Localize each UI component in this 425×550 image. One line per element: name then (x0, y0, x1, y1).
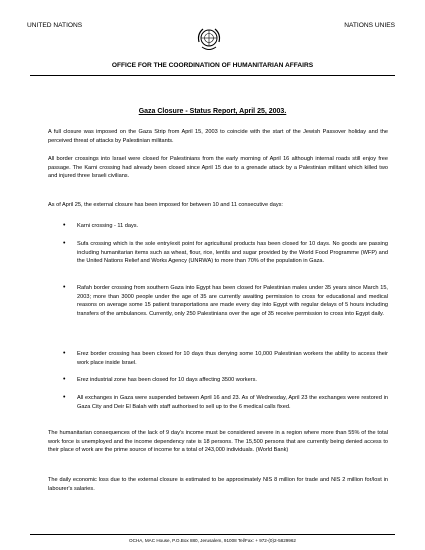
list-item: Karni crossing - 11 days. (77, 223, 139, 229)
bullet-marker: • (63, 284, 66, 291)
header-left: UNITED NATIONS (27, 22, 83, 29)
header-rule (30, 75, 395, 76)
paragraph: As of April 25, the external closure has been imposed for between 10 and 11 consecutive days: (48, 202, 283, 208)
footer-rule (30, 534, 395, 535)
list-item: All exchanges in Gaza were suspended between April 16 and 23. As of Wednesday, April 23 the exchanges were restored in Gaza City and Deir El Balah with staff authorised to sell up to the 6 medical calls fixed. (77, 395, 388, 410)
paragraph: A full closure was imposed on the Gaza Strip from April 15, 2003 to coincide with the start of the Jewish Passover holiday and the perceived threat of attacks by Palestinian militants. (48, 129, 388, 144)
bullet-marker: • (63, 394, 66, 401)
list-item: Erez border crossing has been closed for 10 days thus denying some 10,000 Palestinian workers the ability to access their work place inside Israel. (77, 351, 388, 366)
header-right: NATIONS UNIES (344, 22, 395, 29)
report-title: Gaza Closure - Status Report, April 25, 2003. (138, 108, 287, 115)
bullet-marker: • (63, 222, 66, 229)
paragraph: The daily economic loss due to the external closure is estimated to be approximately NIS 8 million for trade and NIS 2 million for/lost in labourer's salaries. (48, 477, 388, 492)
paragraph: The humanitarian consequences of the lack of 9 day's income must be considered severe in a region where more than 55% of the total work force is unemployed and the income dependency rate is 18 persons. The 15,500 persons that are currently being denied access to their place of work are the prime source of income for a total of 243,000 individuals. (World Bank) (48, 430, 388, 453)
office-heading: OFFICE FOR THE COORDINATION OF HUMANITARIAN AFFAIRS (111, 62, 314, 69)
bullet-marker: • (63, 376, 66, 383)
list-item: Erez industrial zone has been closed for 10 days affecting 3500 workers. (77, 377, 257, 383)
list-item: Sufa crossing which is the sole entry/exit point for agricultural products has been closed for 10 days. No goods are passing including humanitarian items such as wheat, flour, rice, lentils and sugar provided by the World Food Programme (WFP) and the United Nations Relief and Works Agency (UNRWA) to more than 70% of the population in Gaza. (77, 241, 388, 264)
footer-address: OCHA, MAC House, P.O.Box 880, Jerusalem, 91008 Tel/Fax: + 972-(0)2-5829962 (129, 538, 296, 543)
paragraph: All border crossings into Israel were closed for Palestinians from the early morning of April 16 although internal roads still enjoy free passage. The Karni crossing had already been closed since April 15 due to a grenade attack by a Palestinian militant which killed two and injured three Israeli civilians. (48, 156, 388, 179)
bullet-marker: • (63, 350, 66, 357)
list-item: Rafah border crossing from southern Gaza into Egypt has been closed for Palestinian males under 35 years since March 15, 2003; more than 3000 people under the age of 35 are currently awaiting permission to cross for educational and medical reasons on average some 15 patient transportations are made every day into Egypt with regular delays of 5 hours including transfers of the ambulances. Currently, only 250 Palestinians over the age of 35 receive permission to cross into Egypt daily. (77, 285, 388, 317)
un-emblem-icon (194, 26, 224, 54)
bullet-marker: • (63, 240, 66, 247)
